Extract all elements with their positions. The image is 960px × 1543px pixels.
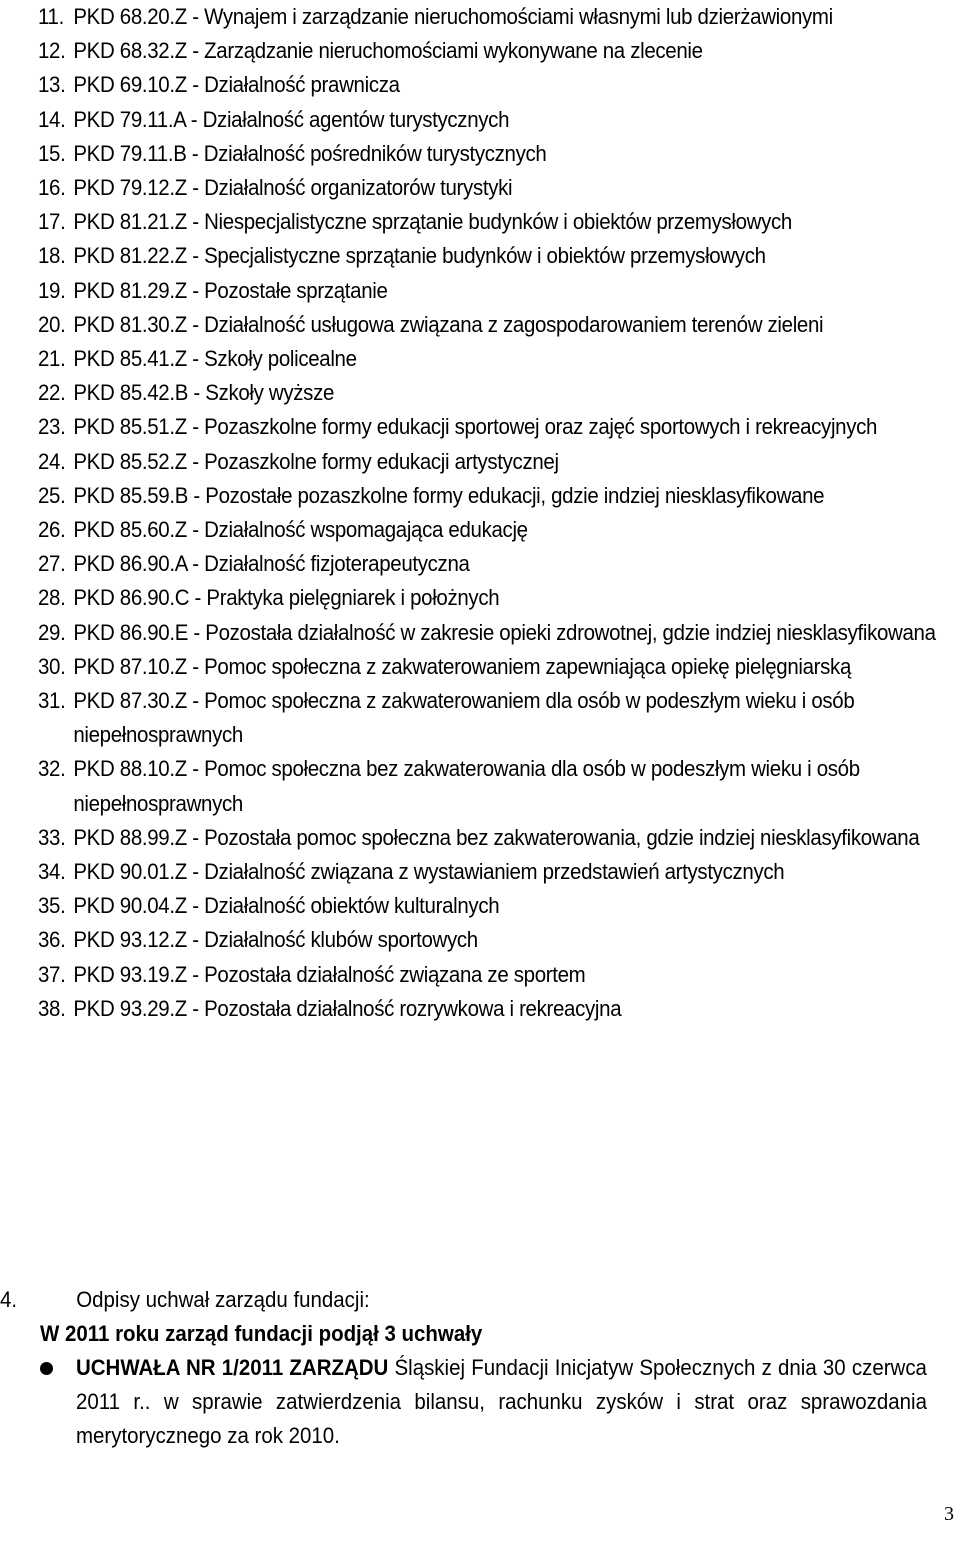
list-item-number: 19. [38, 277, 66, 303]
list-item [38, 0, 954, 34]
list-item [38, 274, 954, 308]
list-item-text: PKD 79.11.A - Działalność agentów turystycznych [73, 106, 510, 132]
list-item-number: 15. [38, 140, 66, 166]
list-item-text: PKD 81.22.Z - Specjalistyczne sprzątanie budynków i obiektów przemysłowych [73, 243, 766, 269]
list-item [38, 547, 954, 581]
list-item-text: PKD 86.90.C - Praktyka pielęgniarek i położnych [73, 585, 500, 611]
list-item-text: PKD 86.90.E - Pozostała działalność w zakresie opieki zdrowotnej, gdzie indziej niesklasyfikowana [73, 619, 936, 645]
list-item-number: 38. [38, 995, 66, 1021]
list-item-text: PKD 90.04.Z - Działalność obiektów kulturalnych [73, 893, 500, 919]
list-item [38, 650, 954, 684]
list-item-number: 22. [38, 380, 66, 406]
list-item [38, 479, 954, 513]
list-item-number: 26. [38, 517, 66, 543]
list-item [38, 137, 954, 171]
list-item-number: 30. [38, 653, 66, 679]
list-item-text: PKD 79.11.B - Działalność pośredników turystycznych [73, 140, 547, 166]
list-item-number: 16. [38, 175, 66, 201]
list-item [38, 855, 954, 889]
list-item-text: PKD 85.41.Z - Szkoły policealne [73, 346, 357, 372]
list-item-number: 13. [38, 72, 66, 98]
list-item [38, 992, 954, 1026]
list-item [38, 308, 954, 342]
list-item [38, 958, 954, 992]
list-item [38, 342, 954, 376]
list-item [38, 581, 954, 615]
list-item [38, 239, 954, 273]
list-item-text: PKD 79.12.Z - Działalność organizatorów turystyki [73, 175, 513, 201]
list-item-text: PKD 68.20.Z - Wynajem i zarządzanie nieruchomościami własnymi lub dzierżawionymi [73, 4, 833, 29]
list-item [38, 889, 954, 923]
list-item-text: PKD 81.30.Z - Działalność usługowa związana z zagospodarowaniem terenów zieleni [73, 311, 824, 337]
list-item [38, 171, 954, 205]
list-item-text: PKD 86.90.A - Działalność fizjoterapeutyczna [73, 551, 470, 577]
list-item [38, 616, 954, 650]
list-item-number: 31. [38, 688, 66, 714]
list-item-number: 25. [38, 482, 66, 508]
resolution-title: UCHWAŁA NR 1/2011 ZARZĄDU [76, 1355, 389, 1380]
list-item-text: PKD 85.59.B - Pozostałe pozaszkolne formy edukacji, gdzie indziej niesklasyfikowane [73, 482, 825, 508]
list-item-text: PKD 69.10.Z - Działalność prawnicza [73, 72, 400, 98]
section-number: 4. [0, 1287, 18, 1312]
list-item-number: 34. [38, 859, 66, 885]
list-item-number: 27. [38, 551, 66, 577]
list-item-number: 12. [38, 38, 66, 64]
list-item-text: PKD 85.42.B - Szkoły wyższe [73, 380, 335, 406]
list-item-number: 37. [38, 961, 66, 987]
list-item-text: PKD 85.60.Z - Działalność wspomagająca edukację [73, 517, 528, 543]
section-subtitle: W 2011 roku zarząd fundacji podjął 3 uchwały [40, 1321, 483, 1346]
list-item-number: 20. [38, 311, 66, 337]
list-item [38, 68, 954, 102]
list-item-number: 11. [38, 4, 64, 29]
list-item-number: 35. [38, 893, 66, 919]
list-item [38, 445, 954, 479]
list-item-number: 18. [38, 243, 66, 269]
list-item [38, 376, 954, 410]
page-number: 3 [944, 1503, 954, 1525]
pkd-code-list [38, 0, 953, 1026]
list-item-text: PKD 85.52.Z - Pozaszkolne formy edukacji artystycznej [73, 448, 559, 474]
list-item [38, 34, 954, 68]
list-item-text: PKD 90.01.Z - Działalność związana z wystawianiem przedstawień artystycznych [73, 859, 785, 885]
list-item-number: 29. [38, 619, 66, 645]
list-item-text: PKD 87.10.Z - Pomoc społeczna z zakwaterowaniem zapewniająca opiekę pielęgniarską [73, 653, 852, 679]
list-item-text: PKD 88.10.Z - Pomoc społeczna bez zakwaterowania dla osób w podeszłym wieku i osób niepełnosprawnych [73, 756, 860, 816]
list-item [38, 684, 954, 752]
list-item-text: PKD 88.99.Z - Pozostała pomoc społeczna bez zakwaterowania, gdzie indziej niesklasyfikowana [73, 824, 920, 850]
list-item-text: PKD 81.21.Z - Niespecjalistyczne sprzątanie budynków i obiektów przemysłowych [73, 209, 792, 235]
list-item-number: 17. [38, 209, 66, 235]
section-title: Odpisy uchwał zarządu fundacji: [76, 1287, 370, 1312]
list-item [38, 752, 954, 820]
list-item-number: 14. [38, 106, 66, 132]
list-item-text: PKD 93.19.Z - Pozostała działalność związana ze sportem [73, 961, 586, 987]
list-item [38, 923, 954, 957]
list-item-text: PKD 93.29.Z - Pozostała działalność rozrywkowa i rekreacyjna [73, 995, 622, 1021]
list-item-text: PKD 81.29.Z - Pozostałe sprzątanie [73, 277, 388, 303]
list-item-text: PKD 87.30.Z - Pomoc społeczna z zakwaterowaniem dla osób w podeszłym wieku i osób niepełnosprawnych [73, 688, 855, 748]
list-item-number: 32. [38, 756, 66, 782]
resolution-description: Śląskiej Fundacji Inicjatyw Społecznych z dnia 30 czerwca 2011 r.. w sprawie zatwierdzenia bilansu, rachunku zysków i strat oraz sprawozdania merytorycznego za rok 2010. [76, 1355, 927, 1448]
list-item-number: 36. [38, 927, 66, 953]
list-item-number: 23. [38, 414, 66, 440]
list-item [38, 410, 954, 444]
bullet-icon [40, 1362, 53, 1375]
list-item-number: 33. [38, 824, 66, 850]
list-item [38, 821, 954, 855]
list-item [38, 205, 954, 239]
list-item-number: 28. [38, 585, 66, 611]
list-item-number: 21. [38, 346, 66, 372]
list-item [38, 513, 954, 547]
list-item-text: PKD 68.32.Z - Zarządzanie nieruchomościami wykonywane na zlecenie [73, 38, 703, 64]
resolution-text [76, 1351, 927, 1453]
list-item [38, 103, 954, 137]
list-item-text: PKD 85.51.Z - Pozaszkolne formy edukacji sportowej oraz zajęć sportowych i rekreacyjnych [73, 414, 878, 440]
list-item-number: 24. [38, 448, 66, 474]
list-item-text: PKD 93.12.Z - Działalność klubów sportowych [73, 927, 478, 953]
